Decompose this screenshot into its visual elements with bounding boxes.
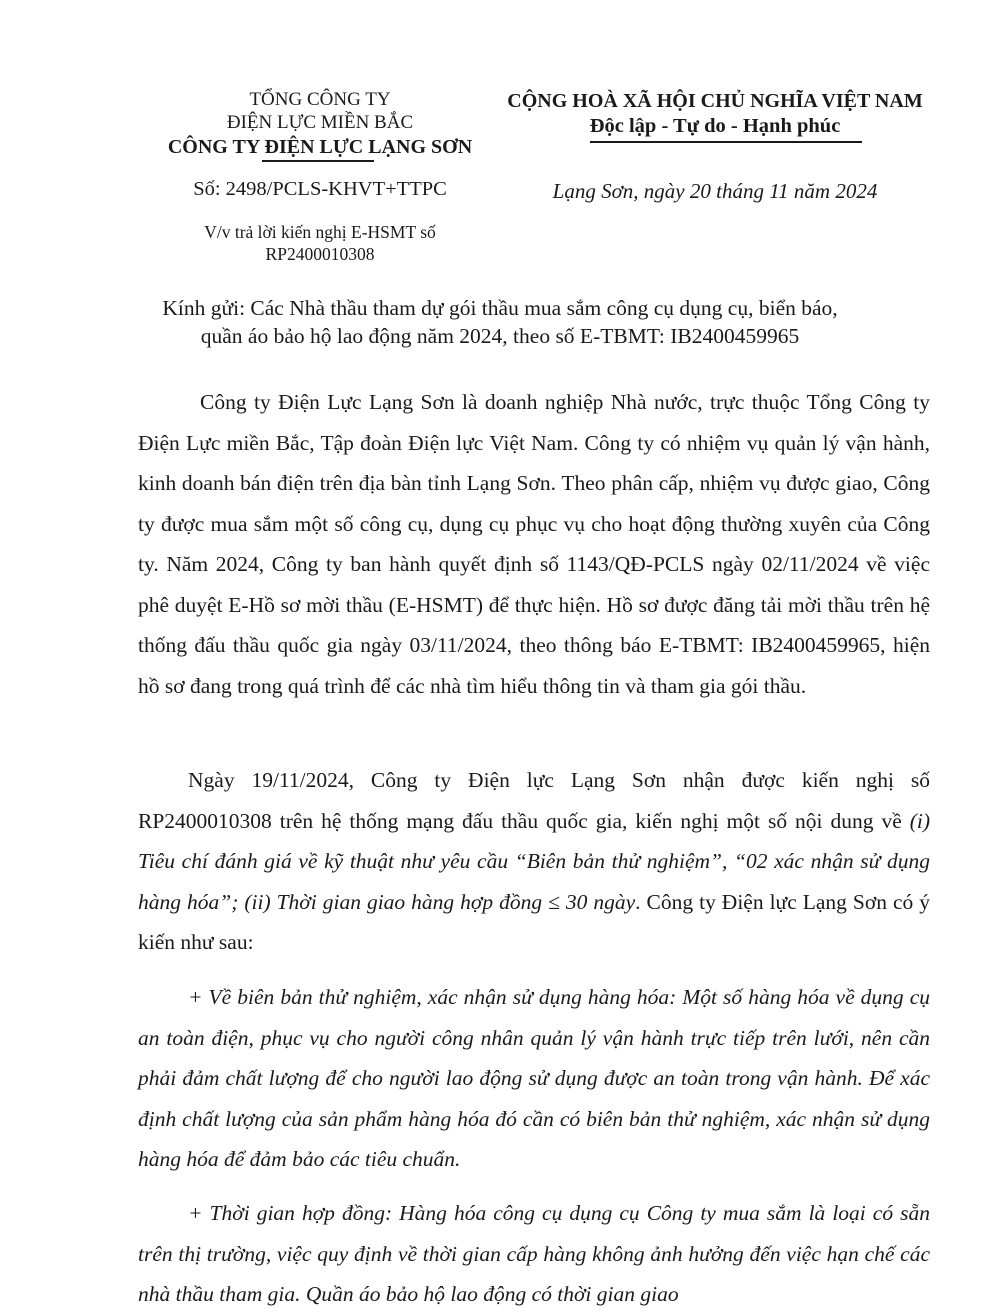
document-number: Số: 2498/PCLS-KHVT+TTPC [193,178,447,200]
parent-organization-region: ĐIỆN LỰC MIỀN BẮC [226,112,414,133]
body-paragraph-3: + Về biên bản thử nghiệm, xác nhận sử dụng hàng hóa: Một số hàng hóa về dụng cụ an toàn điện, phục vụ cho người công nhân quản lý vận hành trực tiếp trên lưới, nên cần phải đảm chất lượng để cho người lao động sử dụng được an toàn trong vận hành. Để xác định chất lượng của sản phẩm hàng hóa đó cần có biên bản thử nghiệm, xác nhận sử dụng hàng hóa để đảm bảo các tiêu chuẩn. [138,985,930,1171]
paragraph-2-intro: Ngày 19/11/2024, Công ty Điện lực Lạng Sơn nhận được kiến nghị số RP2400010308 trên hệ thống mạng đấu thầu quốc gia, kiến nghị một số nội dung về [138,768,930,833]
paragraph-2-closing: . Công ty Điện lực Lạng Sơn có ý kiến như sau: [138,889,930,954]
body-paragraph-1: Công ty Điện Lực Lạng Sơn là doanh nghiệp Nhà nước, trực thuộc Tổng Công ty Điện Lực miền Bắc, Tập đoàn Điện lực Việt Nam. Công ty có nhiệm vụ quản lý vận hành, kinh doanh bán điện trên địa bàn tỉnh Lạng Sơn. Theo phân cấp, nhiệm vụ được giao, Công ty được mua sắm một số công cụ, dụng cụ phục vụ cho hoạt động thường xuyên của Công ty. Năm 2024, Công ty ban hành quyết định số 1143/QĐ-PCLS ngày 02/11/2024 về việc phê duyệt E-Hồ sơ mời thầu (E-HSMT) để thực hiện. Hồ sơ được đăng tải mời thầu trên hệ thống đấu thầu quốc gia ngày 03/11/2024, theo thông báo E-TBMT: IB2400459965, hiện hồ sơ đang trong quá trình để các nhà tìm hiểu thông tin và tham gia gói thầu. [138,390,930,698]
subject-line-1: V/v trả lời kiến nghị E-HSMT số [204,222,436,242]
parent-organization: TỔNG CÔNG TY [249,89,391,110]
issuing-company: CÔNG TY ĐIỆN LỰC LẠNG SƠN [167,136,473,158]
place-and-date: Lạng Sơn, ngày 20 tháng 11 năm 2024 [552,179,878,203]
body-paragraph-2 [138,760,930,963]
company-underline [262,160,374,162]
paragraph-2-issues: (i) Tiêu chí đánh giá về kỹ thuật như yêu cầu “Biên bản thử nghiệm”, “02 xác nhận sử dụng hàng hóa”; (ii) Thời gian giao hàng hợp đồng ≤ 30 ngày [138,808,930,914]
recipient-line-1: Kính gửi: Các Nhà thầu tham dự gói thầu mua sắm công cụ dụng cụ, biển báo, [162,296,838,320]
nation-title: CỘNG HOÀ XÃ HỘI CHỦ NGHĨA VIỆT NAM [507,90,923,112]
recipient-line-2: quần áo bảo hộ lao động năm 2024, theo số E-TBMT: IB2400459965 [200,324,800,348]
subject-line-2: RP2400010308 [265,244,375,264]
body-paragraph-4: + Thời gian hợp đồng: Hàng hóa công cụ dụng cụ Công ty mua sắm là loại có sẵn trên thị trường, việc quy định về thời gian cấp hàng không ảnh hưởng đến việc hạn chế các nhà thầu tham gia. Quần áo bảo hộ lao động có thời gian giao [138,1201,930,1306]
national-motto: Độc lập - Tự do - Hạnh phúc [589,115,841,137]
motto-underline [590,141,862,143]
